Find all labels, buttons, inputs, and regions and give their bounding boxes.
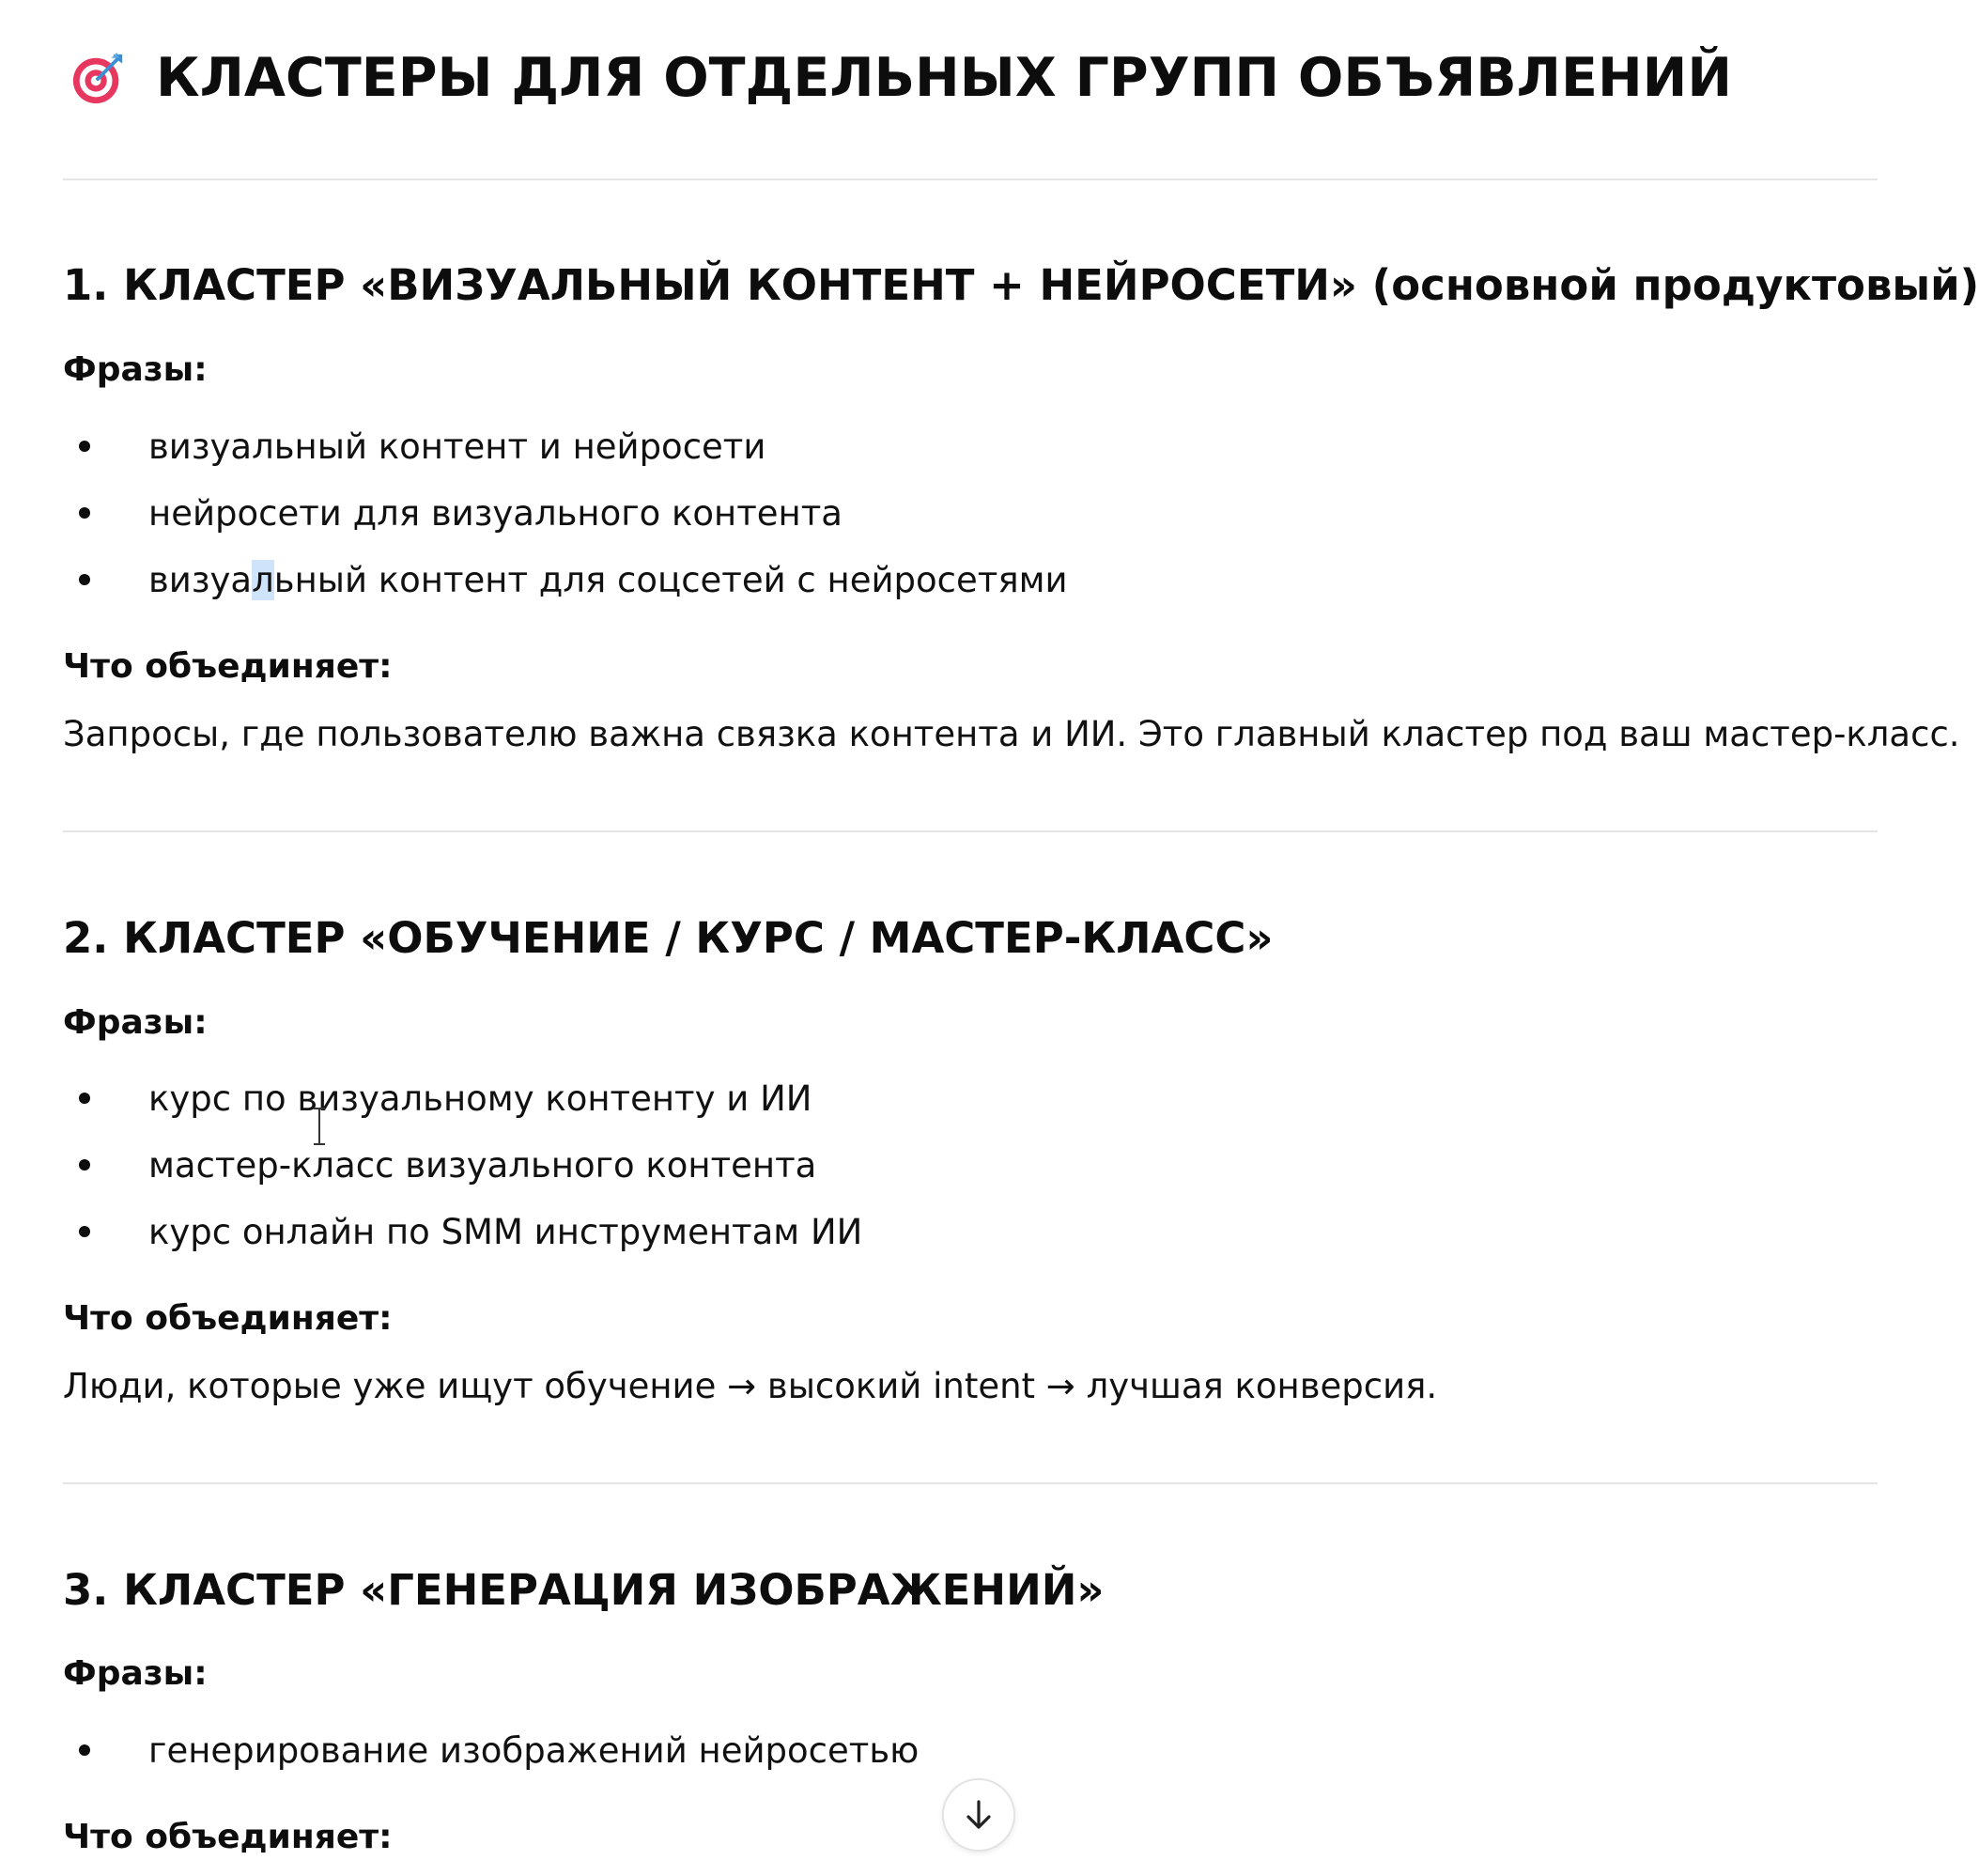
phrase-text: курс по визуальному контенту и ИИ — [148, 1078, 812, 1119]
phrase-text: генерирование изображений нейросетью — [148, 1729, 920, 1771]
divider — [63, 178, 1878, 180]
bullet-icon — [79, 507, 90, 519]
arrow-down-icon — [960, 1796, 997, 1834]
section-2-unites-label: Что объединяет: — [63, 1299, 393, 1338]
divider — [63, 1482, 1878, 1484]
section-1-heading-note: (основной продуктовый) — [1357, 260, 1979, 310]
bullet-icon — [79, 1093, 90, 1104]
list-item — [79, 489, 843, 536]
bullet-icon — [79, 574, 90, 585]
page-title: КЛАСТЕРЫ ДЛЯ ОТДЕЛЬНЫХ ГРУПП ОБЪЯВЛЕНИЙ — [156, 46, 1733, 109]
divider — [63, 830, 1878, 832]
list-item — [79, 1727, 919, 1774]
list-item — [79, 1075, 812, 1122]
list-item — [79, 1208, 862, 1255]
phrase-text: курс онлайн по SMM инструментам ИИ — [148, 1211, 863, 1252]
bullet-icon — [79, 1744, 90, 1756]
list-item — [79, 556, 1068, 603]
bullet-icon — [79, 1226, 90, 1237]
bullet-icon — [79, 1159, 90, 1171]
phrase-text: нейросети для визуального контента — [148, 492, 843, 534]
section-1-heading-text: 1. КЛАСТЕР «ВИЗУАЛЬНЫЙ КОНТЕНТ + НЕЙРОСЕТИ» — [63, 260, 1357, 310]
phrase-text: мастер-класс визуального контента — [148, 1144, 817, 1186]
section-3-unites-label: Что объединяет: — [63, 1818, 393, 1856]
section-1-unites-text: Запросы, где пользователю важна связка контента и ИИ. Это главный кластер под ваш мастер-класс. — [63, 714, 1960, 754]
list-item — [79, 1141, 816, 1188]
section-2-heading: 2. КЛАСТЕР «ОБУЧЕНИЕ / КУРС / МАСТЕР-КЛАСС» — [63, 913, 1274, 963]
section-3-phrases-label: Фразы: — [63, 1654, 208, 1693]
list-item — [79, 423, 765, 470]
phrase-text: визуальный контент и нейросети — [148, 426, 766, 467]
bullet-icon — [79, 441, 90, 452]
section-3-heading: 3. КЛАСТЕР «ГЕНЕРАЦИЯ ИЗОБРАЖЕНИЙ» — [63, 1565, 1105, 1615]
section-1-heading — [63, 260, 1979, 310]
section-1-unites-label: Что объединяет: — [63, 647, 393, 686]
section-1-phrases-label: Фразы: — [63, 350, 208, 389]
target-icon — [70, 49, 128, 107]
page-title-row — [70, 36, 1732, 120]
scroll-to-bottom-button[interactable] — [942, 1778, 1015, 1852]
text-cursor-icon — [312, 1107, 327, 1146]
phrase-text-selected: визуальный контент для соцсетей с нейросетями — [148, 559, 1068, 600]
section-2-phrases-label: Фразы: — [63, 1003, 208, 1042]
section-2-unites-text: Люди, которые уже ищут обучение → высокий intent → лучшая конверсия. — [63, 1366, 1438, 1406]
text-selection-highlight: л — [252, 559, 274, 600]
